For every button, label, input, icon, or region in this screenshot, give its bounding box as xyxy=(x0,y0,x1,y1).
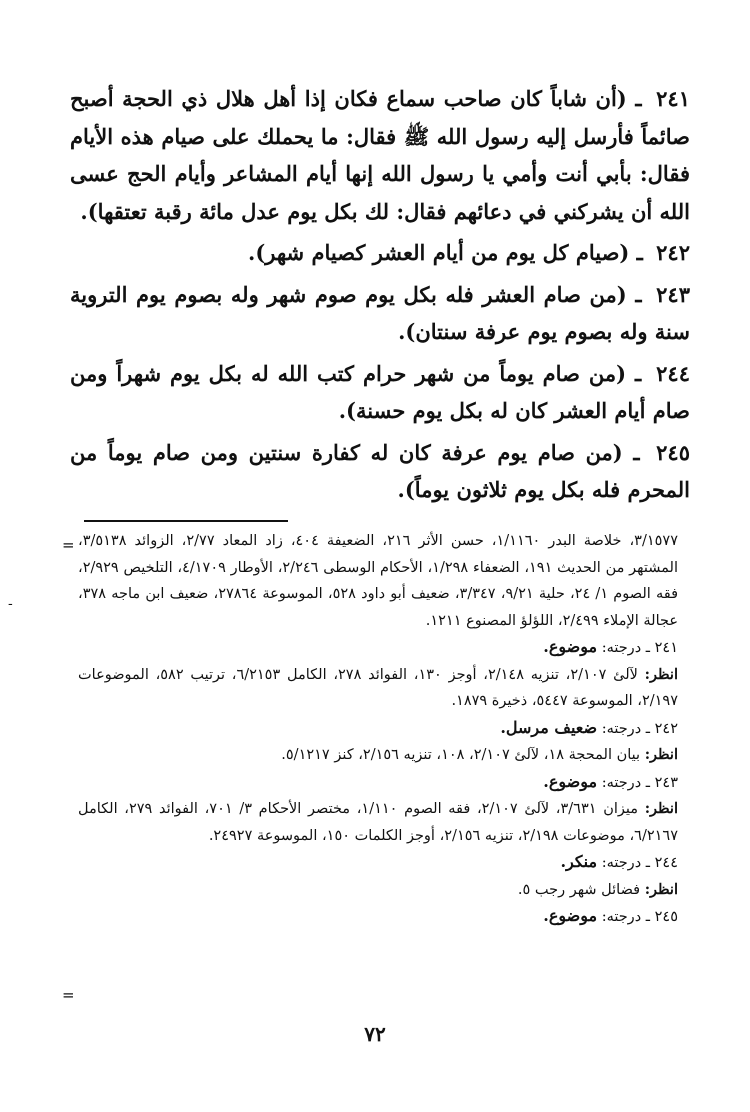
page-number: ٧٢ xyxy=(364,1022,386,1046)
hadith-245: ٢٤٥ ـ (من صام يوم عرفة كان له كفارة سنتين ومن صام يوماً من المحرم فله بكل يوم ثلاثون يوماً). xyxy=(70,439,690,502)
footnote-244-grade: ٢٤٤ ـ درجته: منكر. xyxy=(560,852,678,871)
hadith-text: (أن شاباً كان صاحب سماع فكان إذا أهل هلال ذي الحجة أصبح صائماً فأرسل إليه رسول الله ﷺ فقال: ما يحملك على صيام هذه الأيام فقال: بأبي أنت وأمي يا رسول الله إنها أيام المشاعر وأيام الحج عسى الله أن يشركني في دعائهم فقال: لك بكل يوم عدل مائة رقبة تعتقها). xyxy=(70,86,690,224)
hadith-text: (صيام كل يوم من أيام العشر كصيام شهر). xyxy=(248,240,630,265)
trailing-mark: = xyxy=(62,986,75,1004)
hadith-text: (من صام يوماً من شهر حرام كتب الله له بكل يوم شهراً ومن صام أيام العشر كان له بكل يوم حسنة). xyxy=(70,360,690,423)
footnote-241-grade: ٢٤١ ـ درجته: موضوع. xyxy=(543,637,678,656)
footnote-241-refs: انظر: لآلئ ٢/١٠٧، تنزيه ٢/١٤٨، أوجز ١٣٠، الفوائد ٢٧٨، الكامل ٦/٢١٥٣، ترتيب ٥٨٢، الموضوعات ٢/١٩٧، الموسوعة ٥٤٤٧، ذخيرة ١٨٧٩. xyxy=(78,665,678,709)
hadith-number: ٢٤٢ xyxy=(656,240,690,265)
hadith-text: (من صام العشر فله بكل يوم صوم شهر وله بصوم يوم التروية سنة وله بصوم يوم عرفة سنتان). xyxy=(70,281,690,344)
margin-mark: - xyxy=(8,596,13,612)
hadith-243: ٢٤٣ ـ (من صام العشر فله بكل يوم صوم شهر وله بصوم يوم التروية سنة وله بصوم يوم عرفة سنتان). xyxy=(70,281,690,344)
footnote-244-refs: انظر: فضائل شهر رجب ٥. xyxy=(517,880,678,898)
footnote-243-refs: انظر: ميزان ٣/٦٣١، لآلئ ٢/١٠٧، فقه الصوم ١/١١٠، مختصر الأحكام ٣/ ٧٠١، الفوائد ٢٧٩، الكامل ٦/٢١٦٧، موضوعات ٢/١٩٨، تنزيه ٢/١٥٦، أوجز الكلمات ١٥٠، الموسوعة ٢٤٩٢٧. xyxy=(78,800,678,844)
continuation-mark: = xyxy=(62,536,75,554)
footnote-continuation: ٣/١٥٧٧، خلاصة البدر ١/١١٦٠، حسن الأثر ٢١٦، الضعيفة ٤٠٤، زاد المعاد ٢/٧٧، الزوائد ٣/٥١٣٨، المشتهر من الحديث ١٩١، الضعفاء ١/٢٩٨، الأحكام الوسطى ٢/٢٤٦، الأوطار ٤/١٧٠٩، التلخيص ٢/٩٢٩، فقه الصوم ١/ ٢٤، حلية ٩/٢١، ٣/٣٤٧، ضعيف أبو داود ٥٢٨، الموسوعة ٢٧٨٦٤، ضعيف ابن ماجه ٣٧٨، عجالة الإملاء ٢/٤٩٩، اللؤلؤ المصنوع ١٢١١. xyxy=(78,533,678,629)
hadith-number: ٢٤٤ xyxy=(656,360,690,386)
hadith-244: ٢٤٤ ـ (من صام يوماً من شهر حرام كتب الله له بكل يوم شهراً ومن صام أيام العشر كان له بكل يوم حسنة). xyxy=(70,360,690,423)
footnote-245-grade: ٢٤٥ ـ درجته: موضوع. xyxy=(543,906,678,925)
hadith-number: ٢٤٣ xyxy=(656,281,690,307)
footnote-242-refs: انظر: بيان المحجة ١٨، لآلئ ٢/١٠٧، ١٠٨، تنزيه ٢/١٥٦، كنز ٥/١٢١٧. xyxy=(281,746,678,763)
footnote-separator xyxy=(84,520,288,522)
hadith-number: ٢٤٥ xyxy=(656,439,690,465)
footnote-242-grade: ٢٤٢ ـ درجته: ضعيف مرسل. xyxy=(500,717,678,737)
hadith-241: ٢٤١ ـ (أن شاباً كان صاحب سماع فكان إذا أهل هلال ذي الحجة أصبح صائماً فأرسل إليه رسول الله ﷺ فقال: ما يحملك على صيام هذه الأيام فقال: بأبي أنت وأمي يا رسول الله إنها أيام المشاعر وأيام الحج عسى الله أن يشركني في دعائهم فقال: لك بكل يوم عدل مائة رقبة تعتقها). xyxy=(70,86,690,224)
hadith-number: ٢٤١ xyxy=(656,86,690,111)
hadith-242: ٢٤٢ ـ (صيام كل يوم من أيام العشر كصيام شهر). xyxy=(248,240,690,265)
main-text xyxy=(70,80,690,513)
footnote-243-grade: ٢٤٣ ـ درجته: موضوع. xyxy=(543,771,678,791)
hadith-text: (من صام يوم عرفة كان له كفارة سنتين ومن صام يوماً من المحرم فله بكل يوم ثلاثون يوماً). xyxy=(70,439,690,502)
footnotes xyxy=(78,528,678,931)
